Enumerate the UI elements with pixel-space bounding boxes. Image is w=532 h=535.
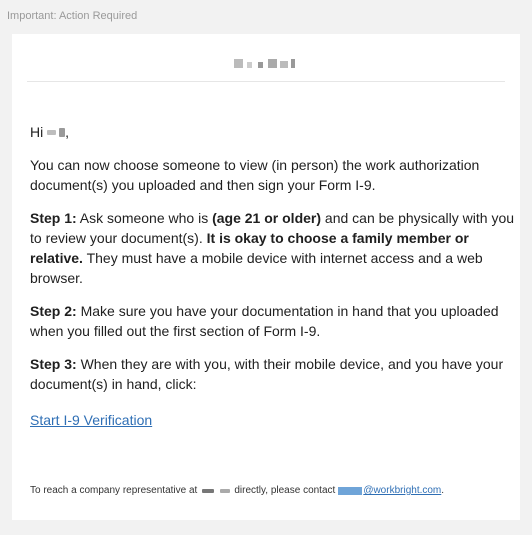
greeting-suffix: , bbox=[65, 124, 70, 140]
footer-text-a: To reach a company representative at bbox=[30, 485, 198, 496]
step1-text-c: They must have a mobile device with internet access and a web browser. bbox=[30, 250, 483, 286]
footer-text-b: directly, please contact bbox=[234, 485, 336, 496]
email-card bbox=[12, 34, 520, 520]
recipient-name-redacted bbox=[47, 130, 56, 135]
step2-paragraph bbox=[30, 301, 516, 341]
step3-label: Step 3: bbox=[30, 356, 77, 372]
step3-text: When they are with you, with their mobile device, and you have your document(s) in hand, click: bbox=[30, 356, 504, 392]
step1-text-b: and can be physically with you to review your document(s). bbox=[30, 210, 515, 246]
step2-label: Step 2: bbox=[30, 303, 77, 319]
company-logo-redacted bbox=[234, 57, 314, 69]
step1-paragraph bbox=[30, 208, 516, 288]
preheader-text: Important: Action Required bbox=[7, 10, 138, 22]
cta-paragraph bbox=[30, 410, 516, 430]
step1-text-a: Ask someone who is bbox=[76, 210, 213, 226]
intro-paragraph: You can now choose someone to view (in person) the work authorization document(s) you uploaded and then sign your Form I-9. bbox=[30, 157, 480, 193]
step1-age-requirement: (age 21 or older) bbox=[212, 210, 322, 226]
step1-family-note: It is okay to choose a family member or relative. bbox=[30, 230, 469, 266]
email-body bbox=[30, 122, 516, 443]
footer bbox=[30, 484, 516, 498]
company-name-redacted-2 bbox=[220, 489, 230, 493]
greeting-prefix: Hi bbox=[30, 124, 44, 140]
start-i9-verification-link[interactable]: Start I-9 Verification bbox=[30, 412, 153, 428]
contact-email-link[interactable]: @workbright.com bbox=[363, 485, 442, 496]
company-name-redacted bbox=[202, 489, 214, 493]
step1-label: Step 1: bbox=[30, 210, 77, 226]
header-divider bbox=[27, 81, 505, 82]
footer-period: . bbox=[441, 485, 445, 496]
email-user-redacted bbox=[338, 487, 362, 495]
step2-text: Make sure you have your documentation in hand that you uploaded when you filled out the first section of Form I-9. bbox=[30, 303, 499, 339]
greeting bbox=[30, 122, 516, 142]
step3-paragraph bbox=[30, 354, 516, 394]
